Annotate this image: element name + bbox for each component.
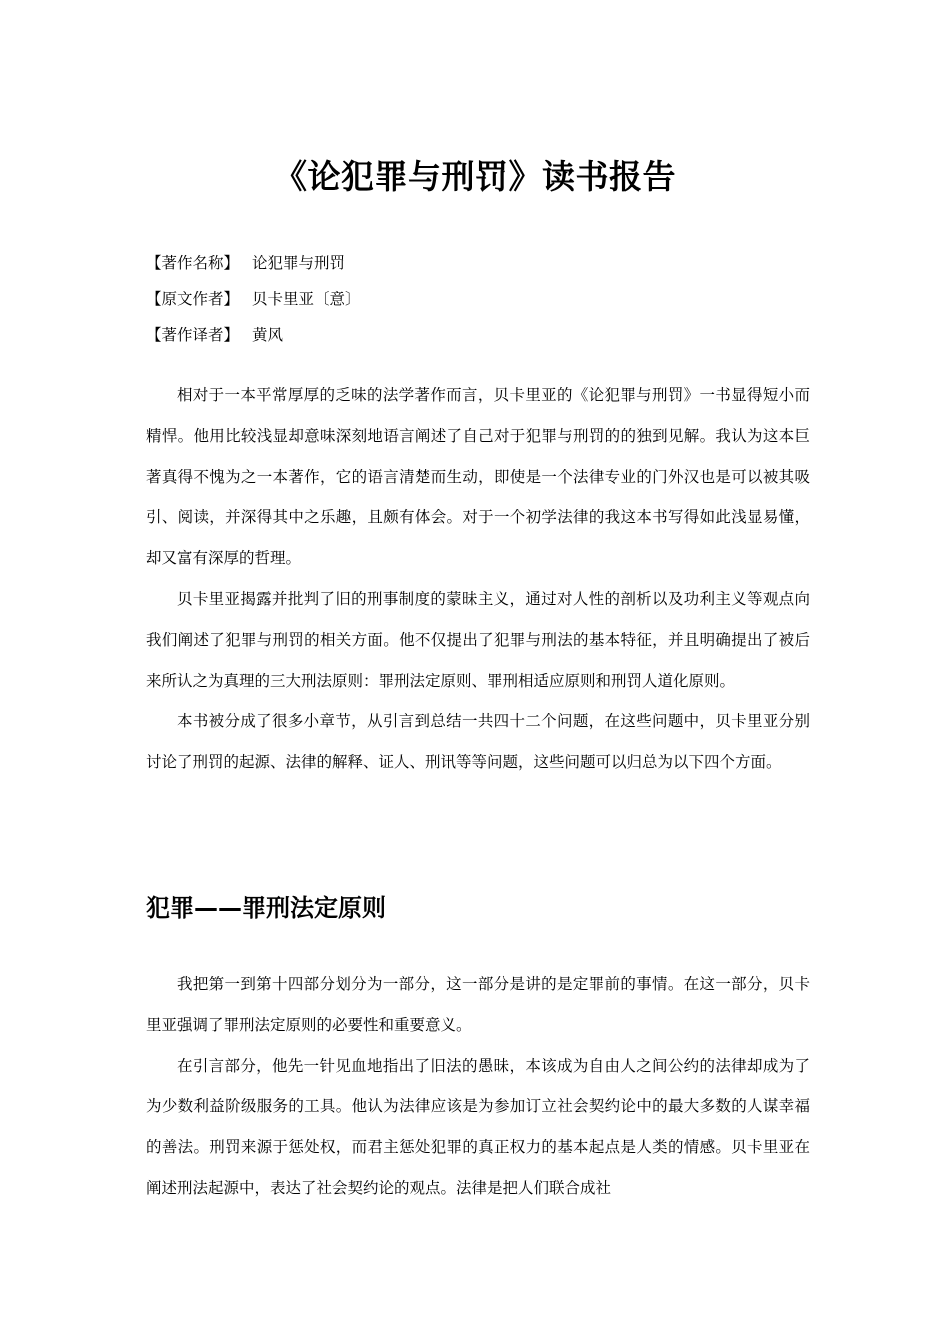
book-info [146,249,806,357]
section-paragraph: 在引言部分，他先一针见血地指出了旧法的愚昧，本该成为自由人之间公约的法律却成为了为少数利益阶级服务的工具。他认为法律应该是为参加订立社会契约论中的最大多数的人谋幸福的善法。刑罚来源于惩处权，而君主惩处犯罪的真正权力的基本起点是人类的情感。贝卡里亚在阐述刑法起源中，表达了社会契约论的观点。法律是把人们联合成社 [146,1056,810,1197]
intro-paragraph: 相对于一本平常厚厚的乏味的法学著作而言，贝卡里亚的《论犯罪与刑罚》一书显得短小而精悍。他用比较浅显却意味深刻地语言阐述了自己对于犯罪与刑罚的的独到见解。我认为这本巨著真得不愧为之一本著作，它的语言清楚而生动，即使是一个法律专业的门外汉也是可以被其吸引、阅读，并深得其中之乐趣，且颇有体会。对于一个初学法律的我这本书写得如此浅显易懂，却又富有深厚的哲理。 [146,386,810,568]
intro-paragraph: 贝卡里亚揭露并批判了旧的刑事制度的蒙昧主义，通过对人性的剖析以及功利主义等观点向我们阐述了犯罪与刑罚的相关方面。他不仅提出了犯罪与刑法的基本特征，并且明确提出了被后来所认之为真理的三大刑法原则：罪刑法定原则、罪刑相适应原则和刑罚人道化原则。 [146,589,810,690]
book-translator-value: 黄风 [252,326,284,344]
book-info-row-translator [146,321,806,357]
book-title-value: 论犯罪与刑罚 [252,254,346,272]
section-body [146,964,810,1209]
book-title-label: 【著作名称】 [146,254,240,272]
book-translator-label: 【著作译者】 [146,326,240,344]
section-heading: 犯罪——罪刑法定原则 [146,894,386,922]
document-title: 《论犯罪与刑罚》读书报告 [274,157,676,196]
book-info-row-author [146,285,806,321]
intro-paragraph: 本书被分成了很多小章节，从引言到总结一共四十二个问题，在这些问题中，贝卡里亚分别讨论了刑罚的起源、法律的解释、证人、刑讯等等问题，这些问题可以归总为以下四个方面。 [146,712,810,772]
intro-section [146,375,810,783]
book-author-value: 贝卡里亚〔意〕 [252,290,361,308]
book-info-row-title [146,249,806,285]
section-paragraph: 我把第一到第十四部分划分为一部分，这一部分是讲的是定罪前的事情。在这一部分，贝卡里亚强调了罪刑法定原则的必要性和重要意义。 [146,975,810,1034]
book-author-label: 【原文作者】 [146,290,240,308]
